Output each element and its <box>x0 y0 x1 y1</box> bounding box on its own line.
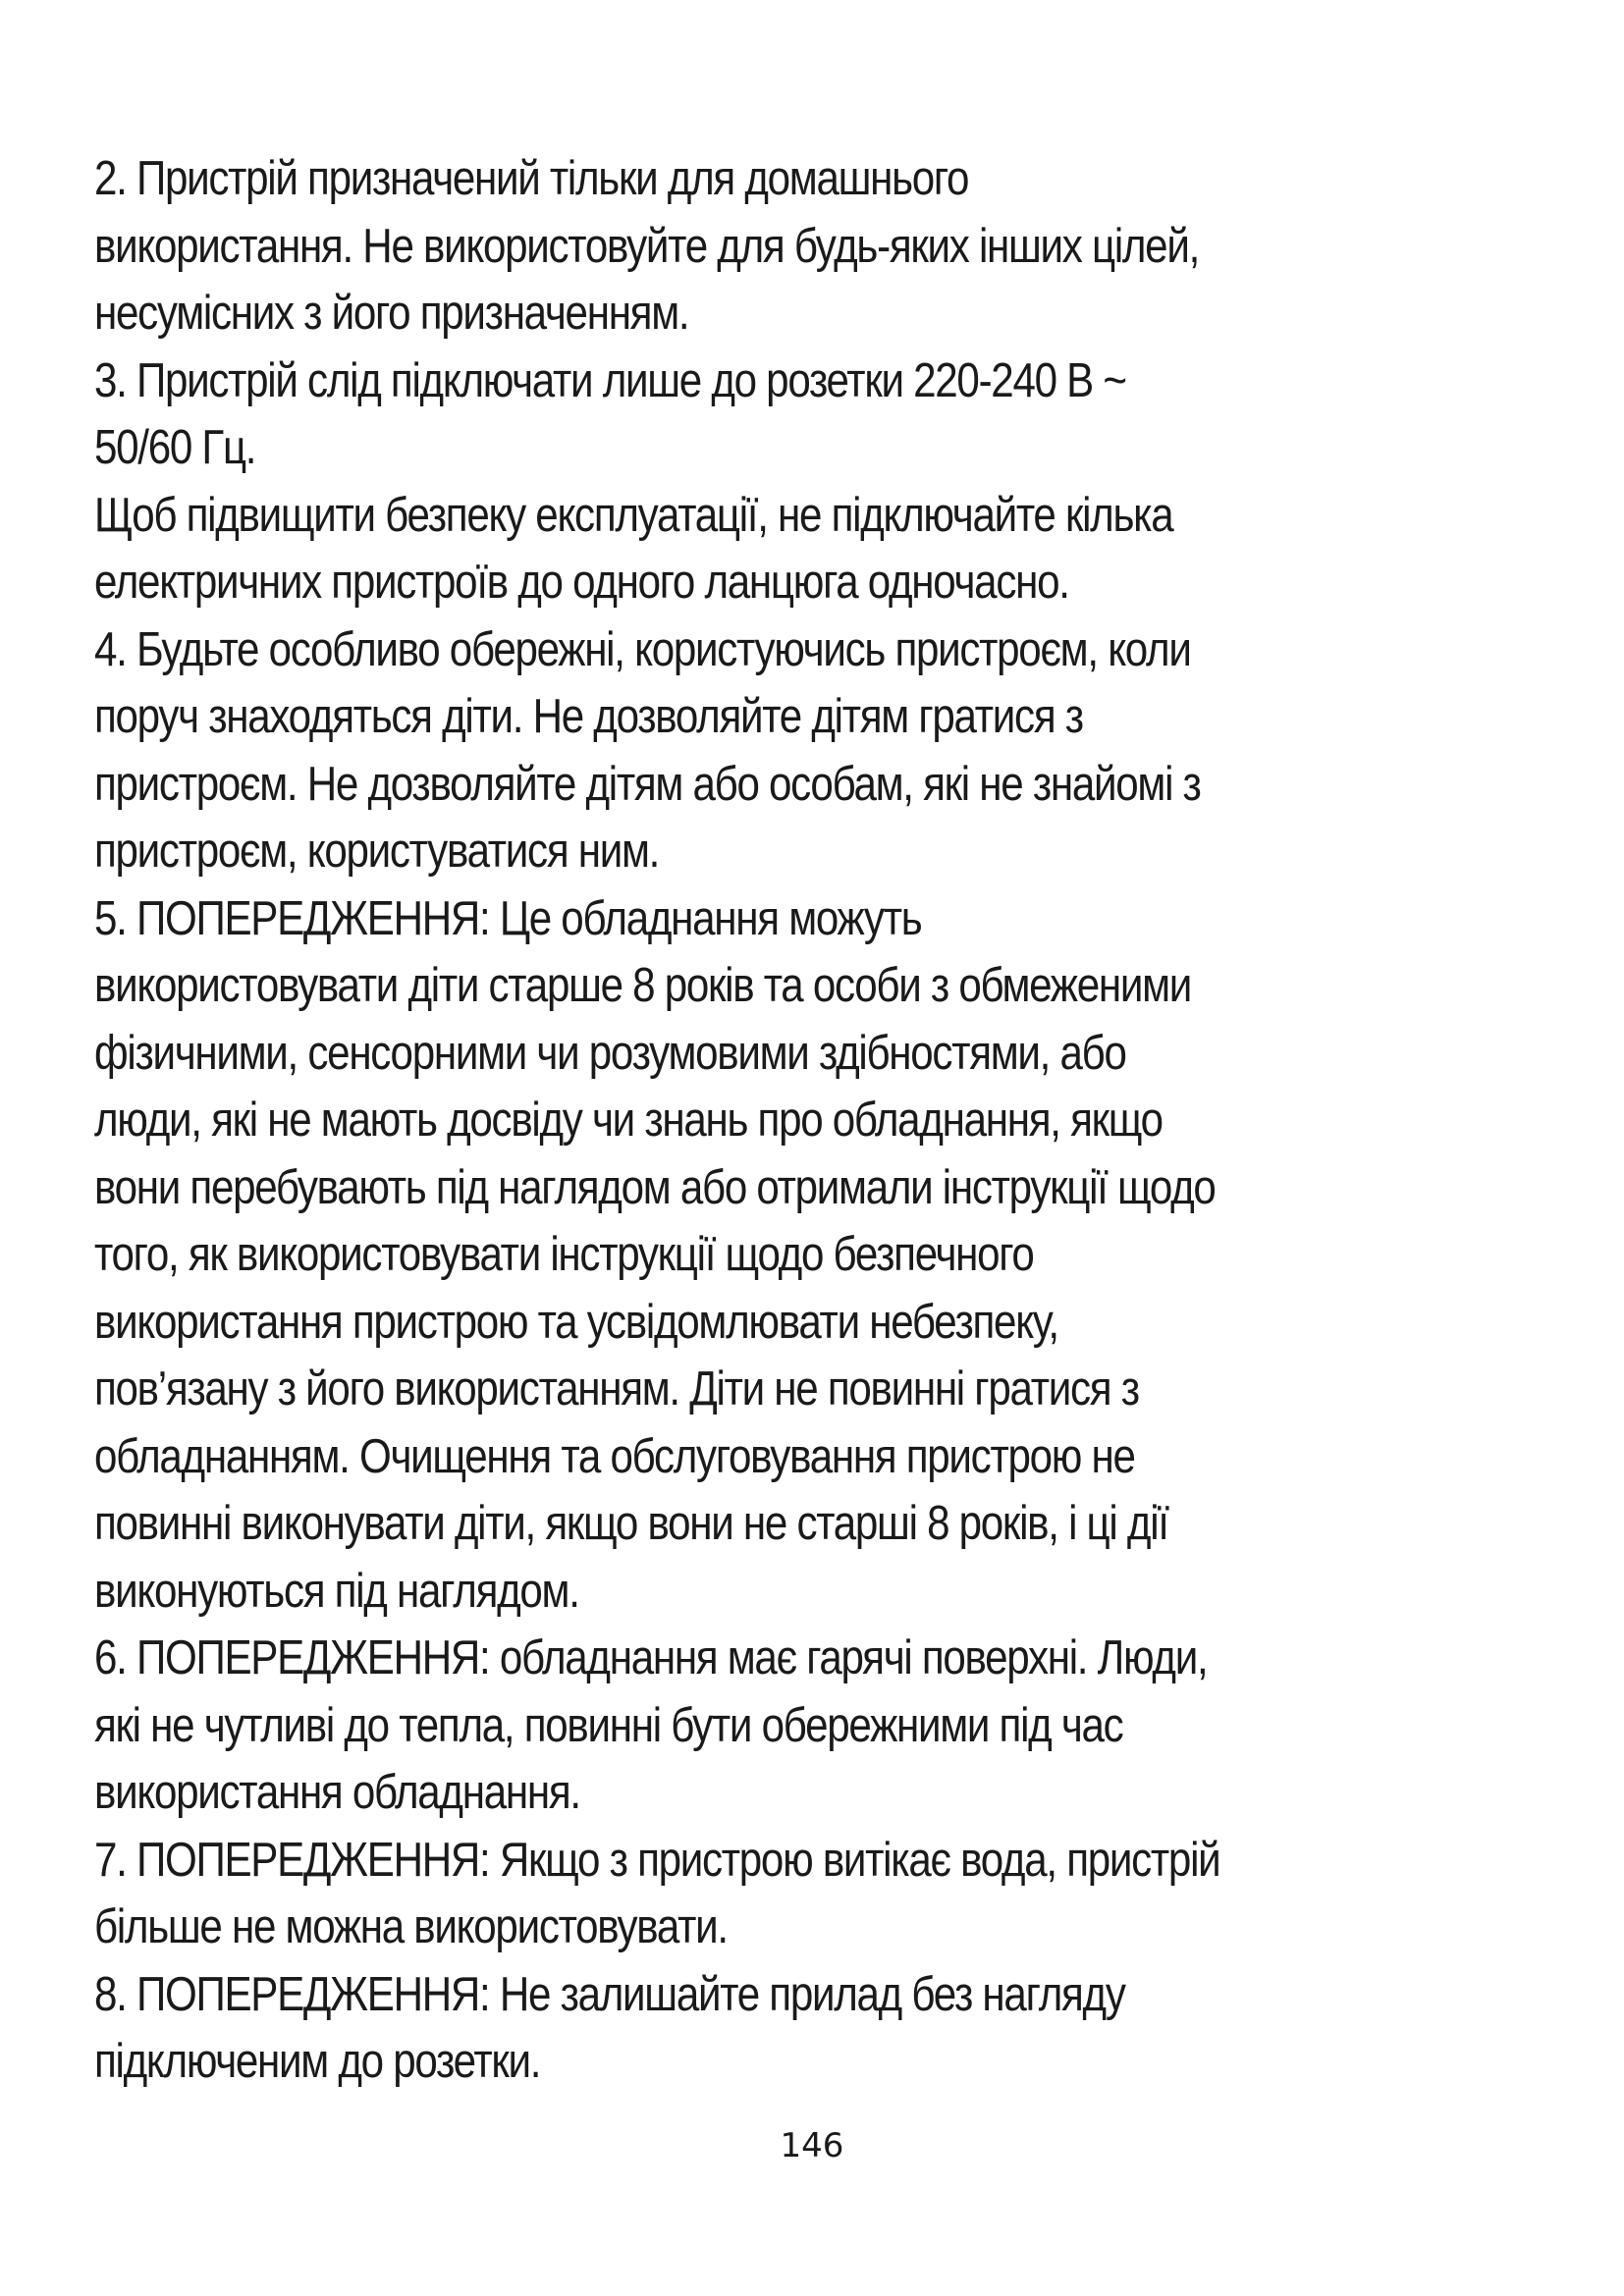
page-number: 146 <box>780 2126 844 2165</box>
text-line: того, як використовувати інструкції щодо безпечного <box>94 1228 1034 1281</box>
text-line: пристроєм. Не дозволяйте дітям або особам, які не знайомі з <box>94 757 1201 811</box>
text-line: фізичними, сенсорними чи розумовими здібностями, або <box>94 1026 1126 1080</box>
text-line: поруч знаходяться діти. Не дозволяйте дітям гратися з <box>94 690 1083 743</box>
text-line: використання. Не використовуйте для будь-яких інших цілей, <box>94 219 1200 273</box>
text-line: використовувати діти старше 8 років та особи з обмеженими <box>94 959 1192 1012</box>
text-line: використання обладнання. <box>94 1766 580 1819</box>
text-line: 8. ПОПЕРЕДЖЕННЯ: Не залишайте прилад без нагляду <box>94 1967 1125 2021</box>
text-line: 50/60 Гц. <box>94 421 256 474</box>
text-line: використання пристрою та усвідомлювати небезпеку, <box>94 1295 1058 1349</box>
text-line: Щоб підвищити безпеку експлуатації, не підключайте кілька <box>94 488 1173 542</box>
text-line: обладнанням. Очищення та обслуговування пристрою не <box>94 1429 1135 1483</box>
text-line: 7. ПОПЕРЕДЖЕННЯ: Якщо з пристрою витікає вода, пристрій <box>94 1833 1220 1887</box>
text-line: більше не можна використовувати. <box>94 1900 728 1953</box>
text-line: пов’язану з його використанням. Діти не повинні гратися з <box>94 1362 1139 1415</box>
text-line: 5. ПОПЕРЕДЖЕННЯ: Це обладнання можуть <box>94 891 922 945</box>
text-line: повинні виконувати діти, якщо вони не старші 8 років, і ці дії <box>94 1497 1168 1550</box>
text-line: вони перебувають під наглядом або отримали інструкції щодо <box>94 1160 1216 1214</box>
text-line: виконуються під наглядом. <box>94 1564 579 1618</box>
text-line: підключеним до розетки. <box>94 2035 541 2088</box>
text-line: електричних пристроїв до одного ланцюга одночасно. <box>94 556 1069 609</box>
safety-instructions-text <box>94 145 1546 2096</box>
text-line: несумісних з його призначенням. <box>94 287 689 340</box>
text-line: 4. Будьте особливо обережні, користуючись пристроєм, коли <box>94 622 1191 676</box>
text-line: які не чутливі до тепла, повинні бути обережними під час <box>94 1698 1123 1752</box>
text-line: 2. Пристрій призначений тільки для домашнього <box>94 152 969 205</box>
text-line: пристроєм, користуватися ним. <box>94 825 660 878</box>
text-line: 6. ПОПЕРЕДЖЕННЯ: обладнання має гарячі поверхні. Люди, <box>94 1631 1208 1684</box>
text-line: люди, які не мають досвіду чи знань про обладнання, якщо <box>94 1094 1163 1147</box>
text-line: 3. Пристрій слід підключати лише до розетки 220-240 В ~ <box>94 353 1126 407</box>
